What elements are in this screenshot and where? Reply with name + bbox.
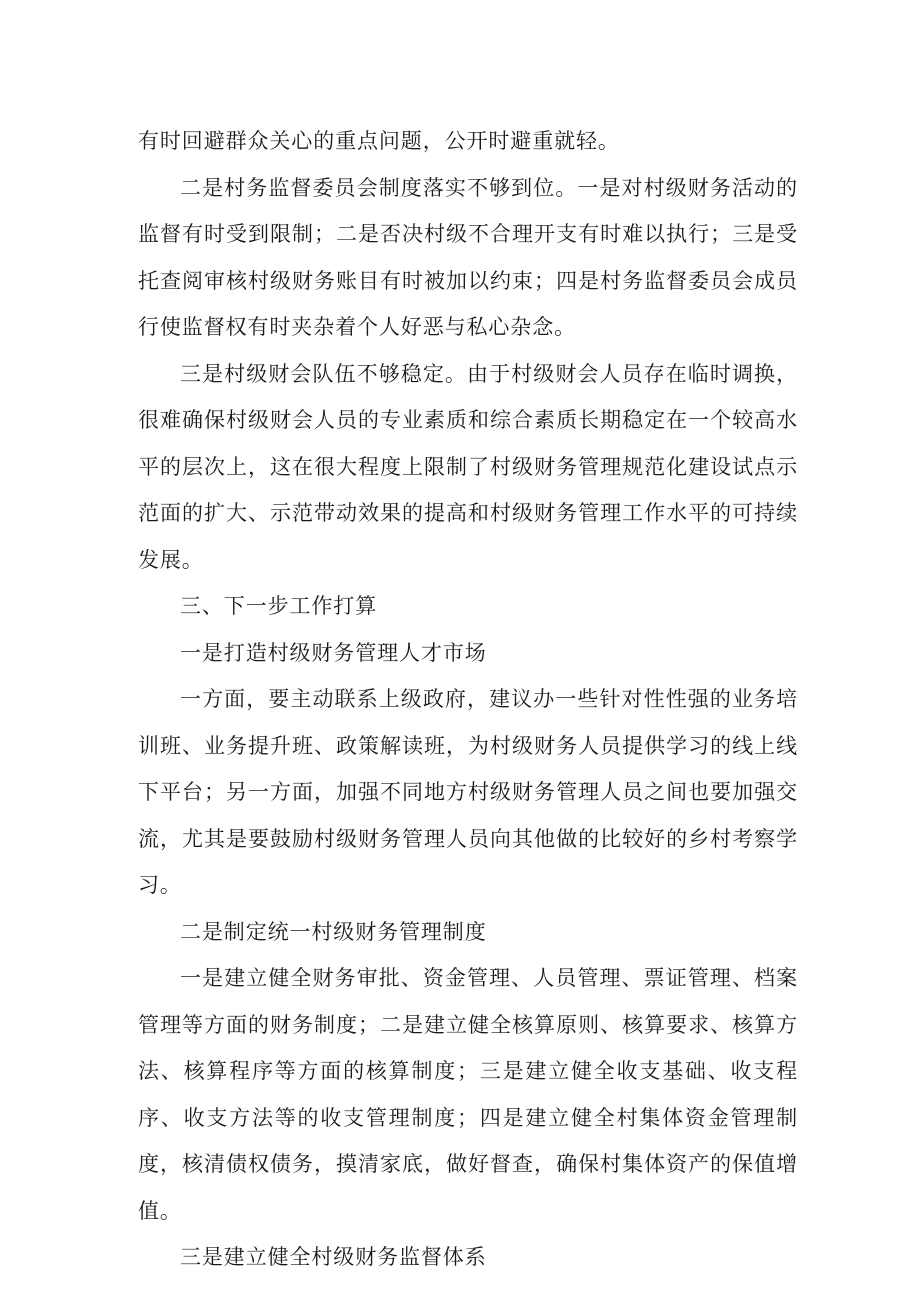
paragraph-continuation: 有时回避群众关心的重点问题，公开时避重就轻。 <box>138 129 620 153</box>
paragraph-management-system: 一是建立健全财务审批、资金管理、人员管理、票证管理、档案管理等方面的财务制度；二是建立健全核算原则、核算要求、核算方法、核算程序等方面的核算制度；三是建立健全收支基础、收支程序、收支方法等的收支管理制度；四是建立健全村集体资金管理制度，核清债权债务，摸清家底，做好督查，确保村集体资产的保值增值。 <box>138 966 798 1223</box>
paragraph-talent-market: 一方面，要主动联系上级政府，建议办一些针对性性强的业务培训班、业务提升班、政策解读班，为村级财务人员提供学习的线上线下平台；另一方面，加强不同地方村级财务管理人员之间也要加强交流，尤其是要鼓励村级财务管理人员向其他做的比较好的乡村考察学习。 <box>138 687 798 897</box>
section-heading-next-steps: 三、下一步工作打算 <box>180 594 378 618</box>
subheading-management-system: 二是制定统一村级财务管理制度 <box>180 919 487 944</box>
document-body <box>138 118 798 1281</box>
subheading-talent-market: 一是打造村级财务管理人才市场 <box>180 640 487 665</box>
subheading-supervision-system: 三是建立健全村级财务监督体系 <box>180 1245 487 1269</box>
paragraph-accounting-staff: 三是村级财会队伍不够稳定。由于村级财会人员存在临时调换，很难确保村级财会人员的专业素质和综合素质长期稳定在一个较高水平的层次上，这在很大程度上限制了村级财务管理规范化建设试点示范面的扩大、示范带动效果的提高和村级财务管理工作水平的可持续发展。 <box>138 361 798 572</box>
paragraph-supervision-committee: 二是村务监督委员会制度落实不够到位。一是对村级财务活动的监督有时受到限制；二是否决村级不合理开支有时难以执行；三是受托查阅审核村级财务账目有时被加以约束；四是村务监督委员会成员行使监督权有时夹杂着个人好恶与私心杂念。 <box>138 175 798 339</box>
